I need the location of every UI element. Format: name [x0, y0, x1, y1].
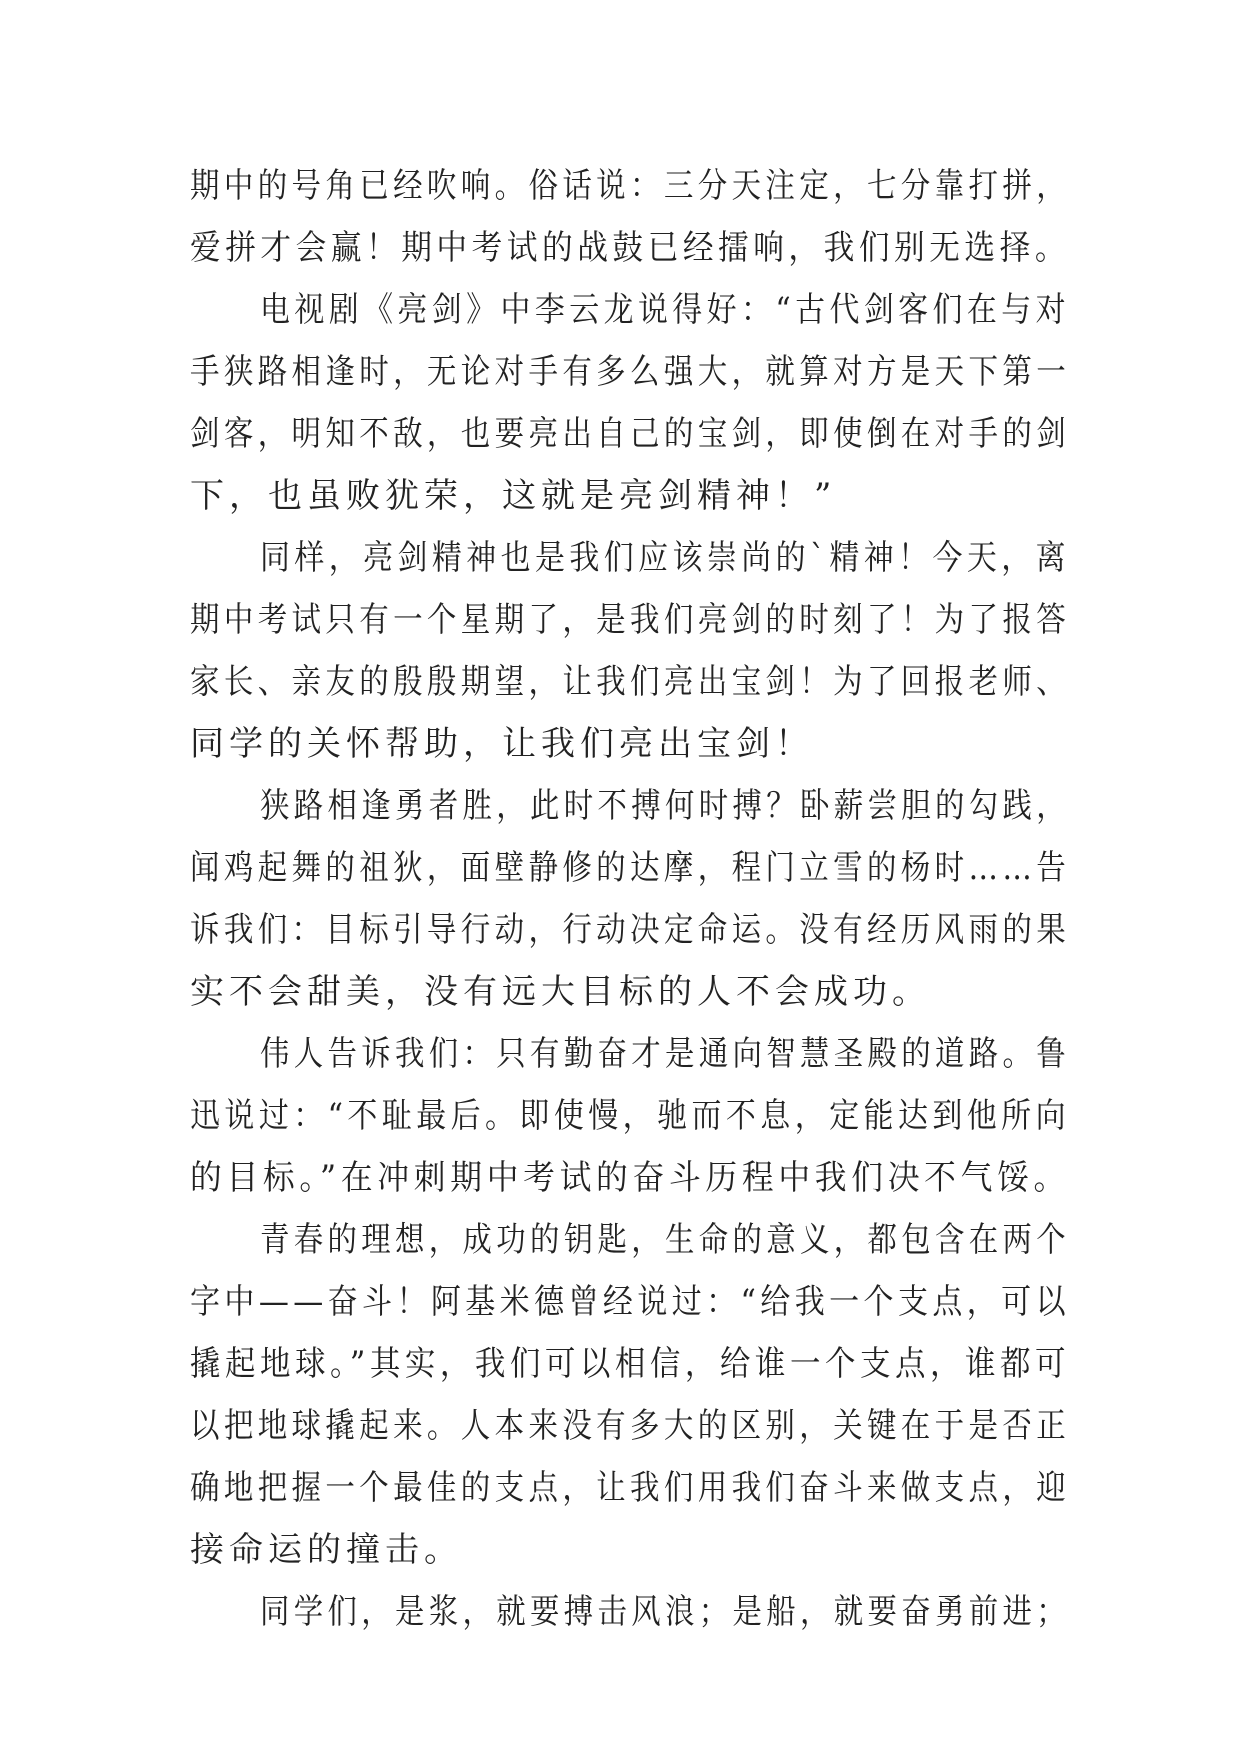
text-line: 伟人告诉我们：只有勤奋才是通向智慧圣殿的道路。鲁	[260, 1034, 1071, 1074]
text-line: 以把地球撬起来。人本来没有多大的区别，关键在于是否正	[190, 1406, 1071, 1446]
text-line: 同学们，是浆，就要搏击风浪；是船，就要奋勇前进；	[260, 1592, 1071, 1632]
text-line: 撬起地球。”其实，我们可以相信，给谁一个支点，谁都可	[190, 1344, 1070, 1384]
text-line: 诉我们：目标引导行动，行动决定命运。没有经历风雨的果	[190, 910, 1071, 950]
text-line: 迅说过：“不耻最后。即使慢，驰而不息，定能达到他所向	[190, 1096, 1070, 1136]
text-line: 期中考试只有一个星期了，是我们亮剑的时刻了！为了报答	[190, 600, 1071, 640]
text-line: 期中的号角已经吹响。俗话说：三分天注定，七分靠打拼，	[190, 166, 1071, 206]
text-line: 确地把握一个最佳的支点，让我们用我们奋斗来做支点，迎	[190, 1468, 1071, 1508]
text-line: 字中——奋斗！阿基米德曾经说过：“给我一个支点，可以	[190, 1282, 1070, 1322]
text-line: 剑客，明知不敌，也要亮出自己的宝剑，即使倒在对手的剑	[190, 414, 1071, 454]
text-line: 实不会甜美，没有远大目标的人不会成功。	[190, 972, 931, 1012]
text-line: 电视剧《亮剑》中李云龙说得好：“古代剑客们在与对	[260, 290, 1070, 330]
body-text	[190, 155, 1070, 1643]
text-line: 狭路相逢勇者胜，此时不搏何时搏？卧薪尝胆的勾践，	[260, 786, 1071, 826]
text-line: 爱拼才会赢！期中考试的战鼓已经擂响，我们别无选择。	[190, 228, 1071, 268]
text-line: 同学的关怀帮助，让我们亮出宝剑！	[190, 724, 814, 764]
text-line: 手狭路相逢时，无论对手有多么强大，就算对方是天下第一	[190, 352, 1071, 392]
text-line: 家长、亲友的殷殷期望，让我们亮出宝剑！为了回报老师、	[190, 662, 1071, 702]
text-line: 的目标。”在冲刺期中考试的奋斗历程中我们决不气馁。	[190, 1158, 1071, 1198]
text-line: 下，也虽败犹荣，这就是亮剑精神！”	[190, 476, 837, 516]
text-line: 接命运的撞击。	[190, 1530, 463, 1570]
text-line: 闻鸡起舞的祖狄，面壁静修的达摩，程门立雪的杨时……告	[190, 848, 1071, 888]
text-line: 同样，亮剑精神也是我们应该崇尚的`精神！今天，离	[260, 538, 1071, 578]
text-line: 青春的理想，成功的钥匙，生命的意义，都包含在两个	[260, 1220, 1071, 1260]
